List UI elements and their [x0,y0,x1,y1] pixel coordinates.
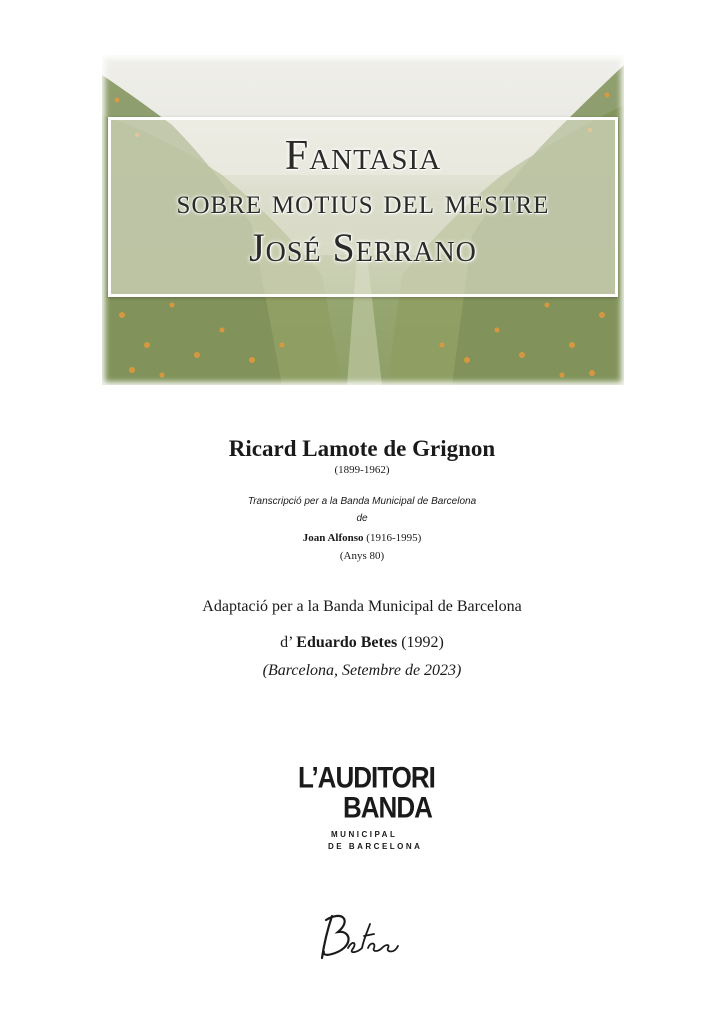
transcriber-name: Joan Alfonso [302,532,364,544]
title-frame [108,117,618,297]
logo-line-3: MUNICIPAL [331,830,398,839]
adaptation-note: Adaptació per a la Banda Municipal de Barcelona [202,598,522,615]
lauditori-banda-logo [298,759,435,851]
logo-line-1: L’AUDITORI [298,759,435,795]
signature [318,910,408,970]
composer-name: Ricard Lamote de Grignon [228,436,496,461]
adapter-prefix: d’ [280,634,293,651]
title-line-2: sobre motius del mestre [176,182,550,221]
transcription-note: Transcripció per a la Banda Municipal de Barcelona [247,496,477,507]
transcription-de: de [356,513,368,524]
place-date: (Barcelona, Setembre de 2023) [262,662,462,679]
adapter-year: (1992) [401,634,444,651]
adapter-line [0,634,724,652]
transcriber-line [0,532,724,544]
logo-line-4: DE BARCELONA [328,842,423,851]
title-line-1: Fantasia [284,133,442,179]
cover-image [102,55,624,385]
transcription-period: (Anys 80) [339,550,385,562]
composer-dates: (1899-1962) [334,464,390,476]
adapter-name: Eduardo Betes [296,634,398,651]
logo-line-2: BANDA [343,789,432,825]
transcriber-dates: (1916-1995) [366,532,422,544]
title-line-3: José Serrano [249,225,477,270]
